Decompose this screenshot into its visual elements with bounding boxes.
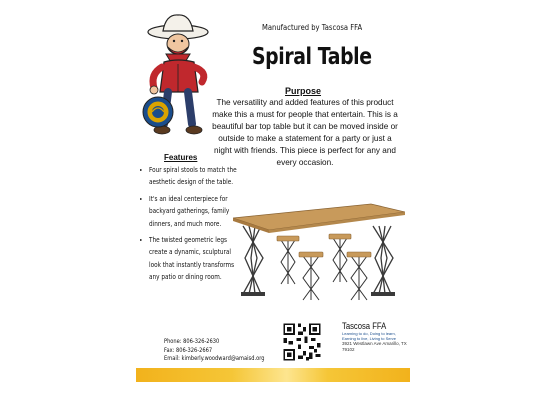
features-list — [137, 164, 245, 288]
phone-text: Phone: 806-326-2630 — [164, 338, 220, 345]
spiral-stools — [277, 234, 371, 300]
qr-code-icon — [282, 322, 322, 362]
list-item: • The twisted geometric legs create a dynamic, sculptural look that instantly transforms any patio or dining room. — [149, 234, 243, 284]
page-title: Spiral Table — [252, 44, 372, 70]
org-block — [342, 321, 410, 352]
org-motto: Learning to do, Doing to learn, Earning to live, Living to Serve — [342, 331, 397, 341]
ffa-emblem-icon — [143, 97, 173, 127]
spiral-table-photo — [233, 198, 405, 306]
list-item: • Four spiral stools to match the aesthetic design of the table. — [149, 164, 243, 189]
list-item: • It's an ideal centerpiece for backyard gatherings, family dinners, and much more. — [149, 193, 243, 230]
footer-color-band — [136, 368, 410, 382]
features-heading: Features — [164, 153, 198, 162]
contact-info — [164, 338, 264, 364]
email-text: Email: kimberly.woodward@amaisd.org — [164, 355, 265, 362]
org-name: Tascosa FFA — [342, 321, 387, 331]
cowboy-mascot-illustration — [138, 12, 216, 142]
purpose-heading: Purpose — [285, 86, 322, 96]
fax-text: Fax: 806-326-2667 — [164, 346, 213, 354]
org-address: 3921 Westlawn Ave Amarillo, TX 79102 — [342, 341, 407, 352]
purpose-text: The versatility and added features of this product make this a must for people that entertain. This is a beautiful bar top table but it can be moved inside or outside to make a statement for a party or just a night with friends. This piece is perfect for any and every occasion. — [212, 98, 398, 168]
manufacturer-line: Manufactured by Tascosa FFA — [262, 23, 363, 32]
